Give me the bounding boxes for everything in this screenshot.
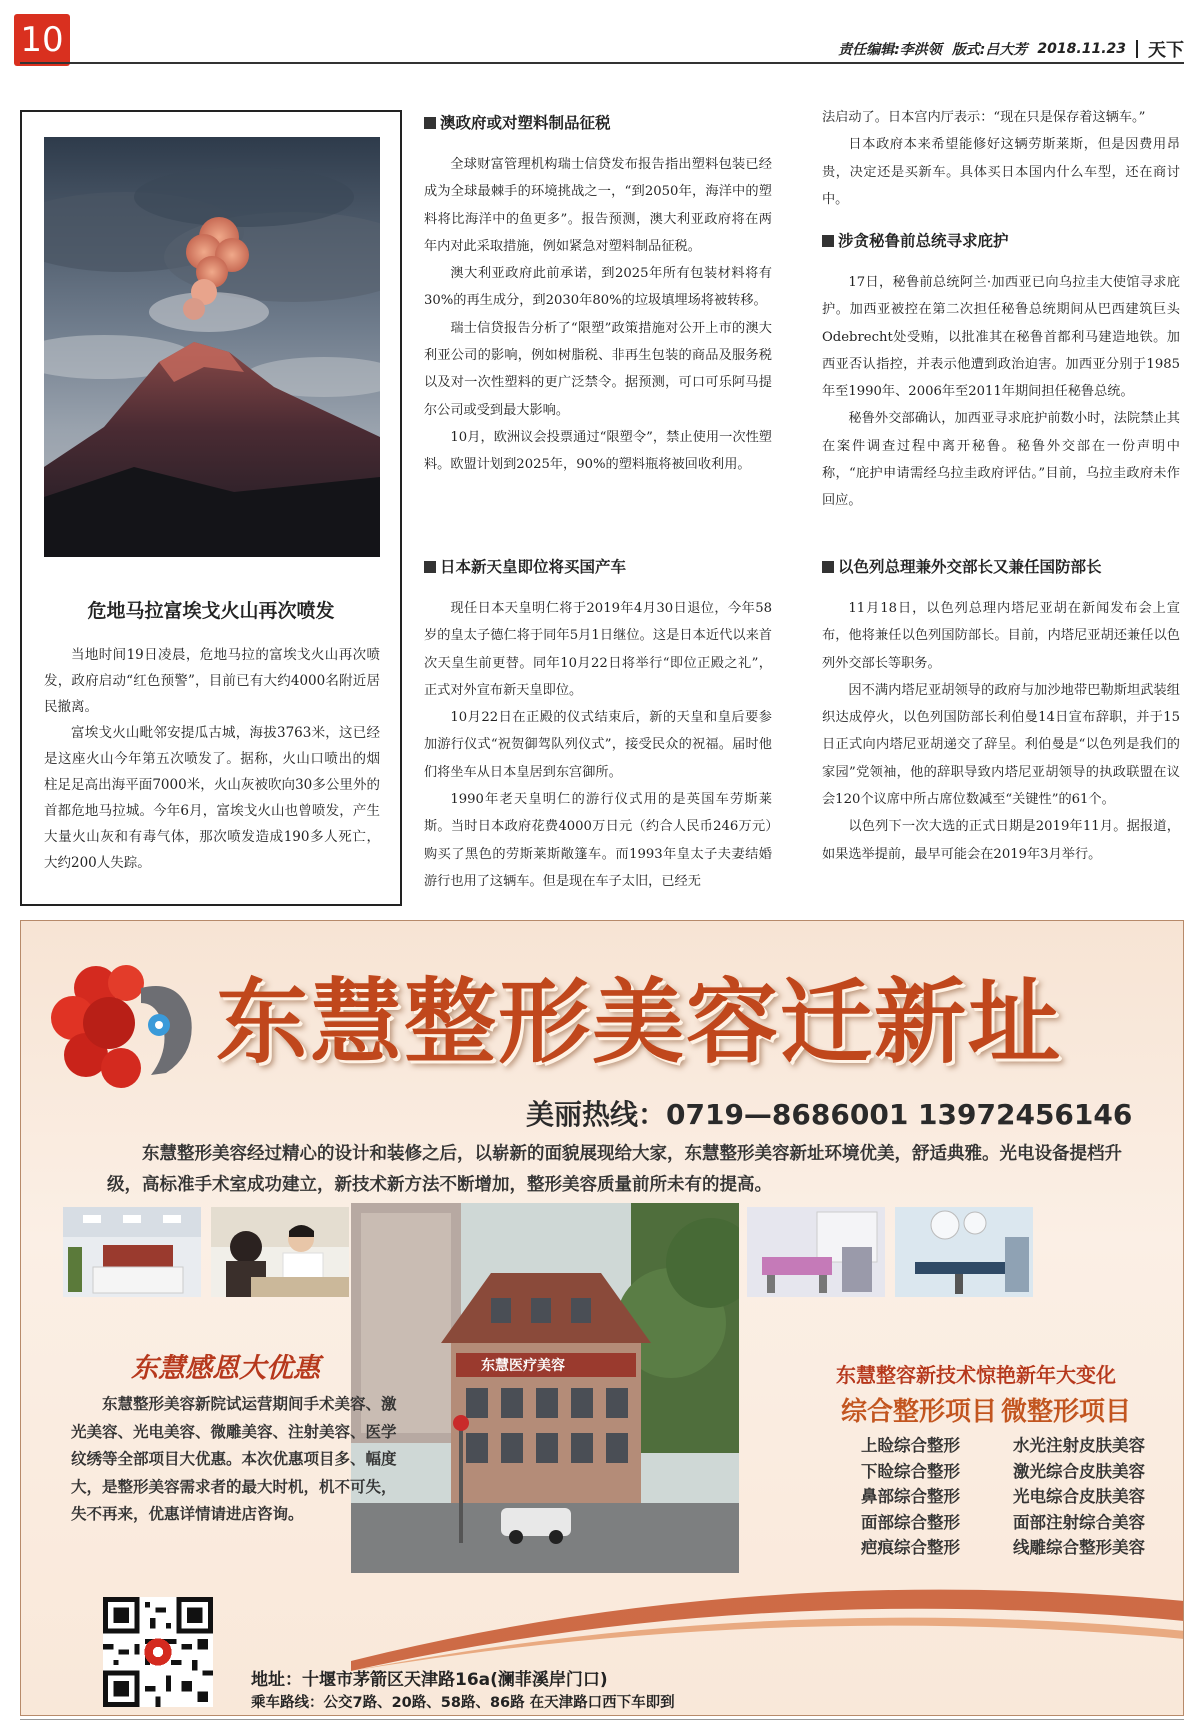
ad-hotline: 美丽热线：0719—8686001 13972456146 xyxy=(526,1098,1133,1131)
article-headline: 涉贪秘鲁前总统寻求庇护 xyxy=(822,228,1180,255)
service-list-right xyxy=(1013,1433,1145,1561)
list-item: 面部注射综合美容 xyxy=(1013,1512,1145,1532)
square-bullet-icon xyxy=(822,235,834,247)
qr-code-icon xyxy=(103,1597,213,1707)
paragraph: 法启动了。日本宫内厅表示：“现在只是保存着这辆车。” xyxy=(822,110,1146,125)
list-item: 线雕综合整形美容 xyxy=(1013,1538,1145,1557)
list-item: 疤痕综合整形 xyxy=(861,1538,960,1557)
paragraph: 日本政府本来希望能修好这辆劳斯莱斯，但是因费用昂贵，决定还是买新车。具体买日本国内什么车型，还在商讨中。 xyxy=(822,137,1180,207)
paragraph: 1990年老天皇明仁的游行仪式用的是英国车劳斯莱斯。当时日本政府花费4000万日元（约合人民币246万元）购买了黑色的劳斯莱斯敞篷车。而1993年皇太子夫妻结婚游行也用了这辆车。但是现在车子太旧，已经无 xyxy=(424,792,772,889)
paragraph: 11月18日，以色列总理内塔尼亚胡在新闻发布会上宣布，他将兼任以色列国防部长。目前，内塔尼亚胡还兼任以色列外交部长等职务。 xyxy=(822,601,1180,671)
article-japan-continued xyxy=(822,104,1180,213)
list-item: 激光综合皮肤美容 xyxy=(1013,1461,1145,1481)
clinic-logo-icon xyxy=(51,963,211,1093)
article-headline: 澳政府或对塑料制品征税 xyxy=(424,110,772,137)
article-headline: 日本新天皇即位将买国产车 xyxy=(424,554,772,581)
bus-route: 乘车路线：公交7路、20路、58路、86路 在天津路口西下车即到 xyxy=(251,1695,675,1711)
paragraph: 当地时间19日凌晨，危地马拉的富埃戈火山再次喷发，政府启动“红色预警”，目前已有大约4000名附近居民撤离。 xyxy=(44,647,380,715)
article-israel xyxy=(822,552,1180,868)
paragraph: 现任日本天皇明仁将于2019年4月30日退位，今年58岁的皇太子德仁将于同年5月1日继位。这是日本近代以来首次天皇生前更替。同年10月22日将举行“即位正殿之礼”，正式对外宣布新天皇即位。 xyxy=(424,601,772,698)
list-item: 面部综合整形 xyxy=(861,1512,960,1532)
paragraph: 17日，秘鲁前总统阿兰·加西亚已向乌拉圭大使馆寻求庇护。加西亚被控在第二次担任秘鲁总统期间从巴西建筑巨头Odebrecht处受贿，以批准其在秘鲁首都利马建造地铁。加西亚否认指控，并表示他遭到政治迫害。加西亚分别于1985年至1990年、2006年至2011年期间担任秘鲁总统。 xyxy=(822,275,1180,400)
paragraph: 全球财富管理机构瑞士信贷发布报告指出塑料包装已经成为全球最棘手的环境挑战之一，“到2050年，海洋中的塑料将比海洋中的鱼更多”。报告预测，澳大利亚政府将在两年内对此采取措施，例如紧急对塑料制品征税。 xyxy=(424,157,772,254)
clinic-advertisement xyxy=(20,920,1184,1716)
paragraph: 10月，欧洲议会投票通过“限塑令”，禁止使用一次性塑料。欧盟计划到2025年，90%的塑料瓶将被回收利用。 xyxy=(424,429,772,473)
paragraph: 秘鲁外交部确认，加西亚寻求庇护前数小时，法院禁止其在案件调查过程中离开秘鲁。秘鲁外交部在一份声明中称，“庇护申请需经乌拉圭政府评估。”目前，乌拉圭政府未作回应。 xyxy=(822,411,1180,509)
service-list-left xyxy=(861,1433,960,1561)
square-bullet-icon xyxy=(424,561,436,573)
reception-photo xyxy=(63,1207,201,1297)
footer-rule xyxy=(20,1719,1184,1720)
list-item: 下睑综合整形 xyxy=(861,1461,960,1481)
square-bullet-icon xyxy=(424,117,436,129)
list-item: 水光注射皮肤美容 xyxy=(1013,1436,1145,1455)
list-item: 鼻部综合整形 xyxy=(861,1487,960,1506)
paragraph: 澳大利亚政府此前承诺，到2025年所有包装材料将有30%的再生成分，到2030年80%的垃圾填埋场将被转移。 xyxy=(424,266,772,309)
square-bullet-icon xyxy=(822,561,834,573)
paragraph: 富埃戈火山毗邻安提瓜古城，海拔3763米，这已经是这座火山今年第五次喷发了。据称，火山口喷出的烟柱足足高出海平面7000米，火山灰被吹向30多公里外的首都危地马拉城。今年6月，富埃戈火山也曾喷发，产生大量火山灰和有毒气体，那次喷发造成190多人死亡，大约200人失踪。 xyxy=(44,725,380,871)
clinic-building-photo xyxy=(351,1203,739,1573)
promo-text: 东慧整形美容新院试运营期间手术美容、激光美容、光电美容、微雕美容、注射美容、医学纹绣等全部项目大优惠。本次优惠项目多、幅度大，是整形美容需求者的最大时机，机不可失，失不再来，优惠详情请进店咨询。 xyxy=(71,1395,397,1523)
category-right-title: 微整形项目 xyxy=(1001,1397,1132,1427)
volcano-story xyxy=(20,110,402,906)
page-header xyxy=(838,36,1184,62)
volcano-headline: 危地马拉富埃戈火山再次喷发 xyxy=(87,600,335,622)
article-peru xyxy=(822,226,1180,515)
paragraph: 瑞士信贷报告分析了“限塑”政策措施对公开上市的澳大利亚公司的影响，例如树脂税、非再生包装的商品及服务税以及对一次性塑料的更广泛禁令。据预测，可口可乐阿马提尔公司或受到最大影响。 xyxy=(424,320,772,418)
paragraph: 因不满内塔尼亚胡领导的政府与加沙地带巴勒斯坦武装组织达成停火，以色列国防部长利伯曼14日宣布辞职，并于15日正式向内塔尼亚胡递交了辞呈。利伯曼是“以色列是我们的家园”党领袖，他的辞职导致内塔尼亚胡领导的执政联盟在议会120个议席中所占席位数减至“关键性”的61个。 xyxy=(822,682,1180,808)
editor-credit: 责任编辑:李洪领 xyxy=(838,42,942,58)
new-tech-headline: 东慧整容新技术惊艳新年大变化 xyxy=(836,1363,1116,1387)
decorative-swoosh xyxy=(351,1561,1184,1671)
operating-room-photo xyxy=(895,1207,1033,1297)
promo-headline: 东慧感恩大优惠 xyxy=(131,1353,320,1384)
article-australia xyxy=(424,108,772,479)
article-headline: 以色列总理兼外交部长又兼任国防部长 xyxy=(822,554,1180,581)
issue-date: 2018.11.23 xyxy=(1037,41,1126,57)
storefront-sign: 东慧医疗美容 xyxy=(481,1358,565,1374)
paragraph: 以色列下一次大选的正式日期是2019年11月。据报道，如果选举提前，最早可能会在2019年3月举行。 xyxy=(822,819,1180,862)
volcano-photo xyxy=(44,137,380,557)
treatment-room-photo xyxy=(747,1207,885,1297)
list-item: 上睑综合整形 xyxy=(861,1436,960,1455)
section-name: 天下 xyxy=(1148,40,1184,61)
article-japan xyxy=(424,552,772,895)
layout-credit: 版式:吕大芳 xyxy=(951,42,1028,58)
volcano-body xyxy=(44,642,380,876)
consultation-photo xyxy=(211,1207,349,1297)
ad-intro: 东慧整形美容经过精心的设计和装修之后，以崭新的面貌展现给大家，东慧整形美容新址环境优美，舒适典雅。光电设备提档升级，高标准手术室成功建立，新技术新方法不断增加，整形美容质量前所未有的提高。 xyxy=(107,1144,1122,1195)
header-rule xyxy=(20,62,1184,64)
page-number: 10 xyxy=(14,14,70,66)
header-divider xyxy=(1136,40,1138,58)
list-item: 光电综合皮肤美容 xyxy=(1013,1487,1145,1506)
ad-headline: 东慧整形美容迁新址 xyxy=(216,968,1063,1076)
paragraph: 10月22日在正殿的仪式结束后，新的天皇和皇后要参加游行仪式“祝贺御驾队列仪式”，接受民众的祝福。届时他们将坐车从日本皇居到东宫御所。 xyxy=(424,710,772,780)
clinic-address: 地址：十堰市茅箭区天津路16a(澜菲溪岸门口) xyxy=(251,1670,608,1690)
category-left-title: 综合整形项目 xyxy=(841,1397,998,1427)
